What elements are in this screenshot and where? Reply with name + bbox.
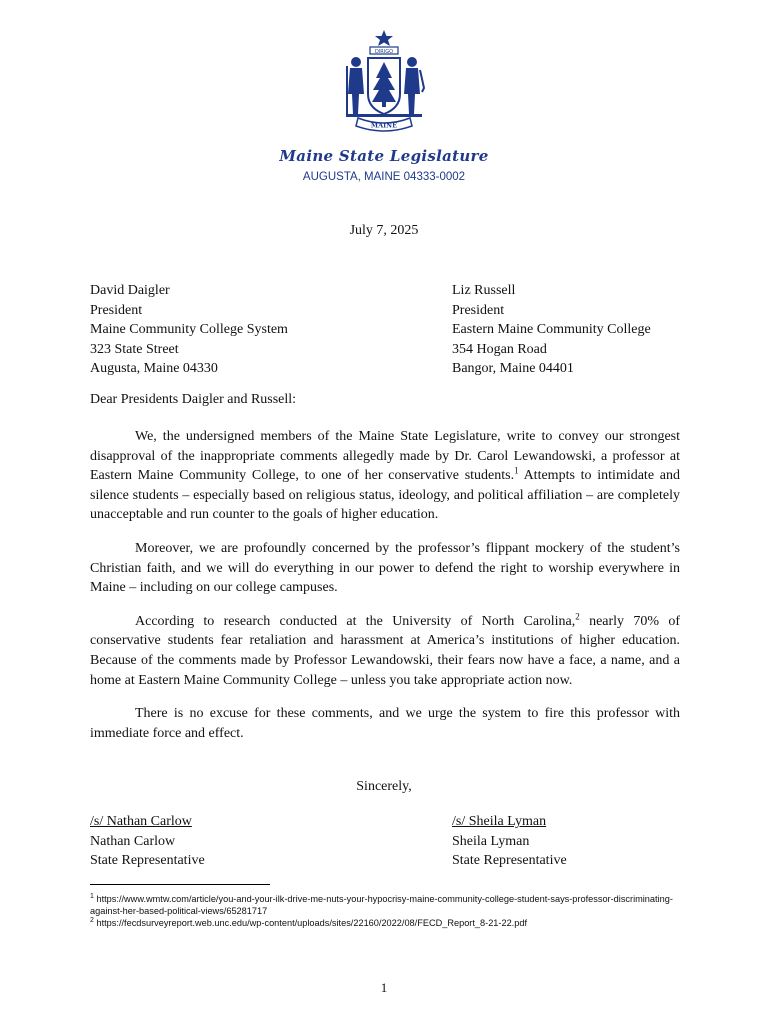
footnote-ref-2: 2 <box>575 611 580 622</box>
recipient-name: Liz Russell <box>452 283 516 298</box>
footnote-number: 2 <box>90 916 94 924</box>
signature-block-1 <box>90 812 205 871</box>
legislature-address: AUGUSTA, MAINE 04333-0002 <box>302 171 466 183</box>
paragraph-text: Attempts to intimidate and silence students – especially based on religious status, ideology, and political affiliation – are completely unacceptable and run counter to the goals of higher education. <box>90 468 680 523</box>
page-number: 1 <box>380 980 388 995</box>
recipient-title: President <box>452 302 505 318</box>
body-paragraph-4 <box>90 704 680 743</box>
recipient-org: Maine Community College System <box>90 322 288 337</box>
paragraph-text: According to research conducted at the University of North Carolina, <box>135 613 576 629</box>
footnote-2 <box>90 917 680 929</box>
body-paragraph-1 <box>90 427 680 525</box>
signature: /s/ Nathan Carlow <box>90 814 192 829</box>
footnote-1 <box>90 893 680 917</box>
footnote-text: https://fecdsurveyreport.web.unc.edu/wp-content/uploads/sites/22160/2022/08/FECD_Report_8-21-22.pdf <box>96 918 528 928</box>
signatory-name: Sheila Lyman <box>452 833 530 849</box>
footnote-number: 1 <box>90 892 94 900</box>
signatory-title: State Representative <box>452 853 567 868</box>
legislature-name: Maine State Legislature <box>279 147 489 165</box>
signature-block-2 <box>452 812 567 871</box>
recipient-name: David Daigler <box>90 283 170 298</box>
footnote-divider <box>90 884 270 885</box>
footnotes <box>90 893 680 929</box>
seal-motto: DIRIGO <box>374 48 394 55</box>
footnote-text: https://www.wmtw.com/article/you-and-your-ilk-drive-me-nuts-your-hypocrisy-maine-community-college-student-says-professor-discriminating-against-her-based-political-views/65281717 <box>90 894 673 916</box>
closing: Sincerely, <box>356 779 412 794</box>
letter-body <box>90 427 680 757</box>
footnote-ref-1: 1 <box>514 465 519 476</box>
body-paragraph-3 <box>90 612 680 690</box>
signatory-name: Nathan Carlow <box>90 833 176 849</box>
recipient-street: 323 State Street <box>90 341 179 357</box>
recipient-city: Augusta, Maine 04330 <box>90 361 218 376</box>
recipient-city: Bangor, Maine 04401 <box>452 361 574 376</box>
signature: /s/ Sheila Lyman <box>452 814 547 829</box>
paragraph-text: Moreover, we are profoundly concerned by the professor’s flippant mockery of the student’s Christian faith, and we will do everything in our power to defend the right to worship everywhere in Maine – including on our college campuses. <box>90 540 680 596</box>
paragraph-text: nearly 70% of conservative students fear retaliation and harassment at America’s institutions of higher education. Because of the comments made by Professor Lewandowski, their fears now have a face, a name, and a home at Eastern Maine Community College – unless you take appropriate action now. <box>90 613 680 688</box>
recipient-title: President <box>90 302 143 318</box>
recipient-street: 354 Hogan Road <box>452 341 547 357</box>
signatory-title: State Representative <box>90 853 205 868</box>
body-paragraph-2 <box>90 539 680 598</box>
maine-state-seal-icon <box>342 28 426 132</box>
seal-banner: MAINE <box>370 121 398 130</box>
recipient-org: Eastern Maine Community College <box>452 322 651 337</box>
paragraph-text: We, the undersigned members of the Maine State Legislature, write to convey our strongest disapproval of the inappropriate comments allegedly made by Dr. Carol Lewandowski, a professor at Eastern Maine Community College, to one of her conservative students. <box>90 429 680 484</box>
paragraph-text: There is no excuse for these comments, and we urge the system to fire this professor with immediate force and effect. <box>90 706 680 741</box>
recipient-block-2 <box>452 281 651 379</box>
letter-date: July 7, 2025 <box>349 223 419 238</box>
salutation: Dear Presidents Daigler and Russell: <box>90 392 297 407</box>
recipient-block-1 <box>90 281 288 379</box>
